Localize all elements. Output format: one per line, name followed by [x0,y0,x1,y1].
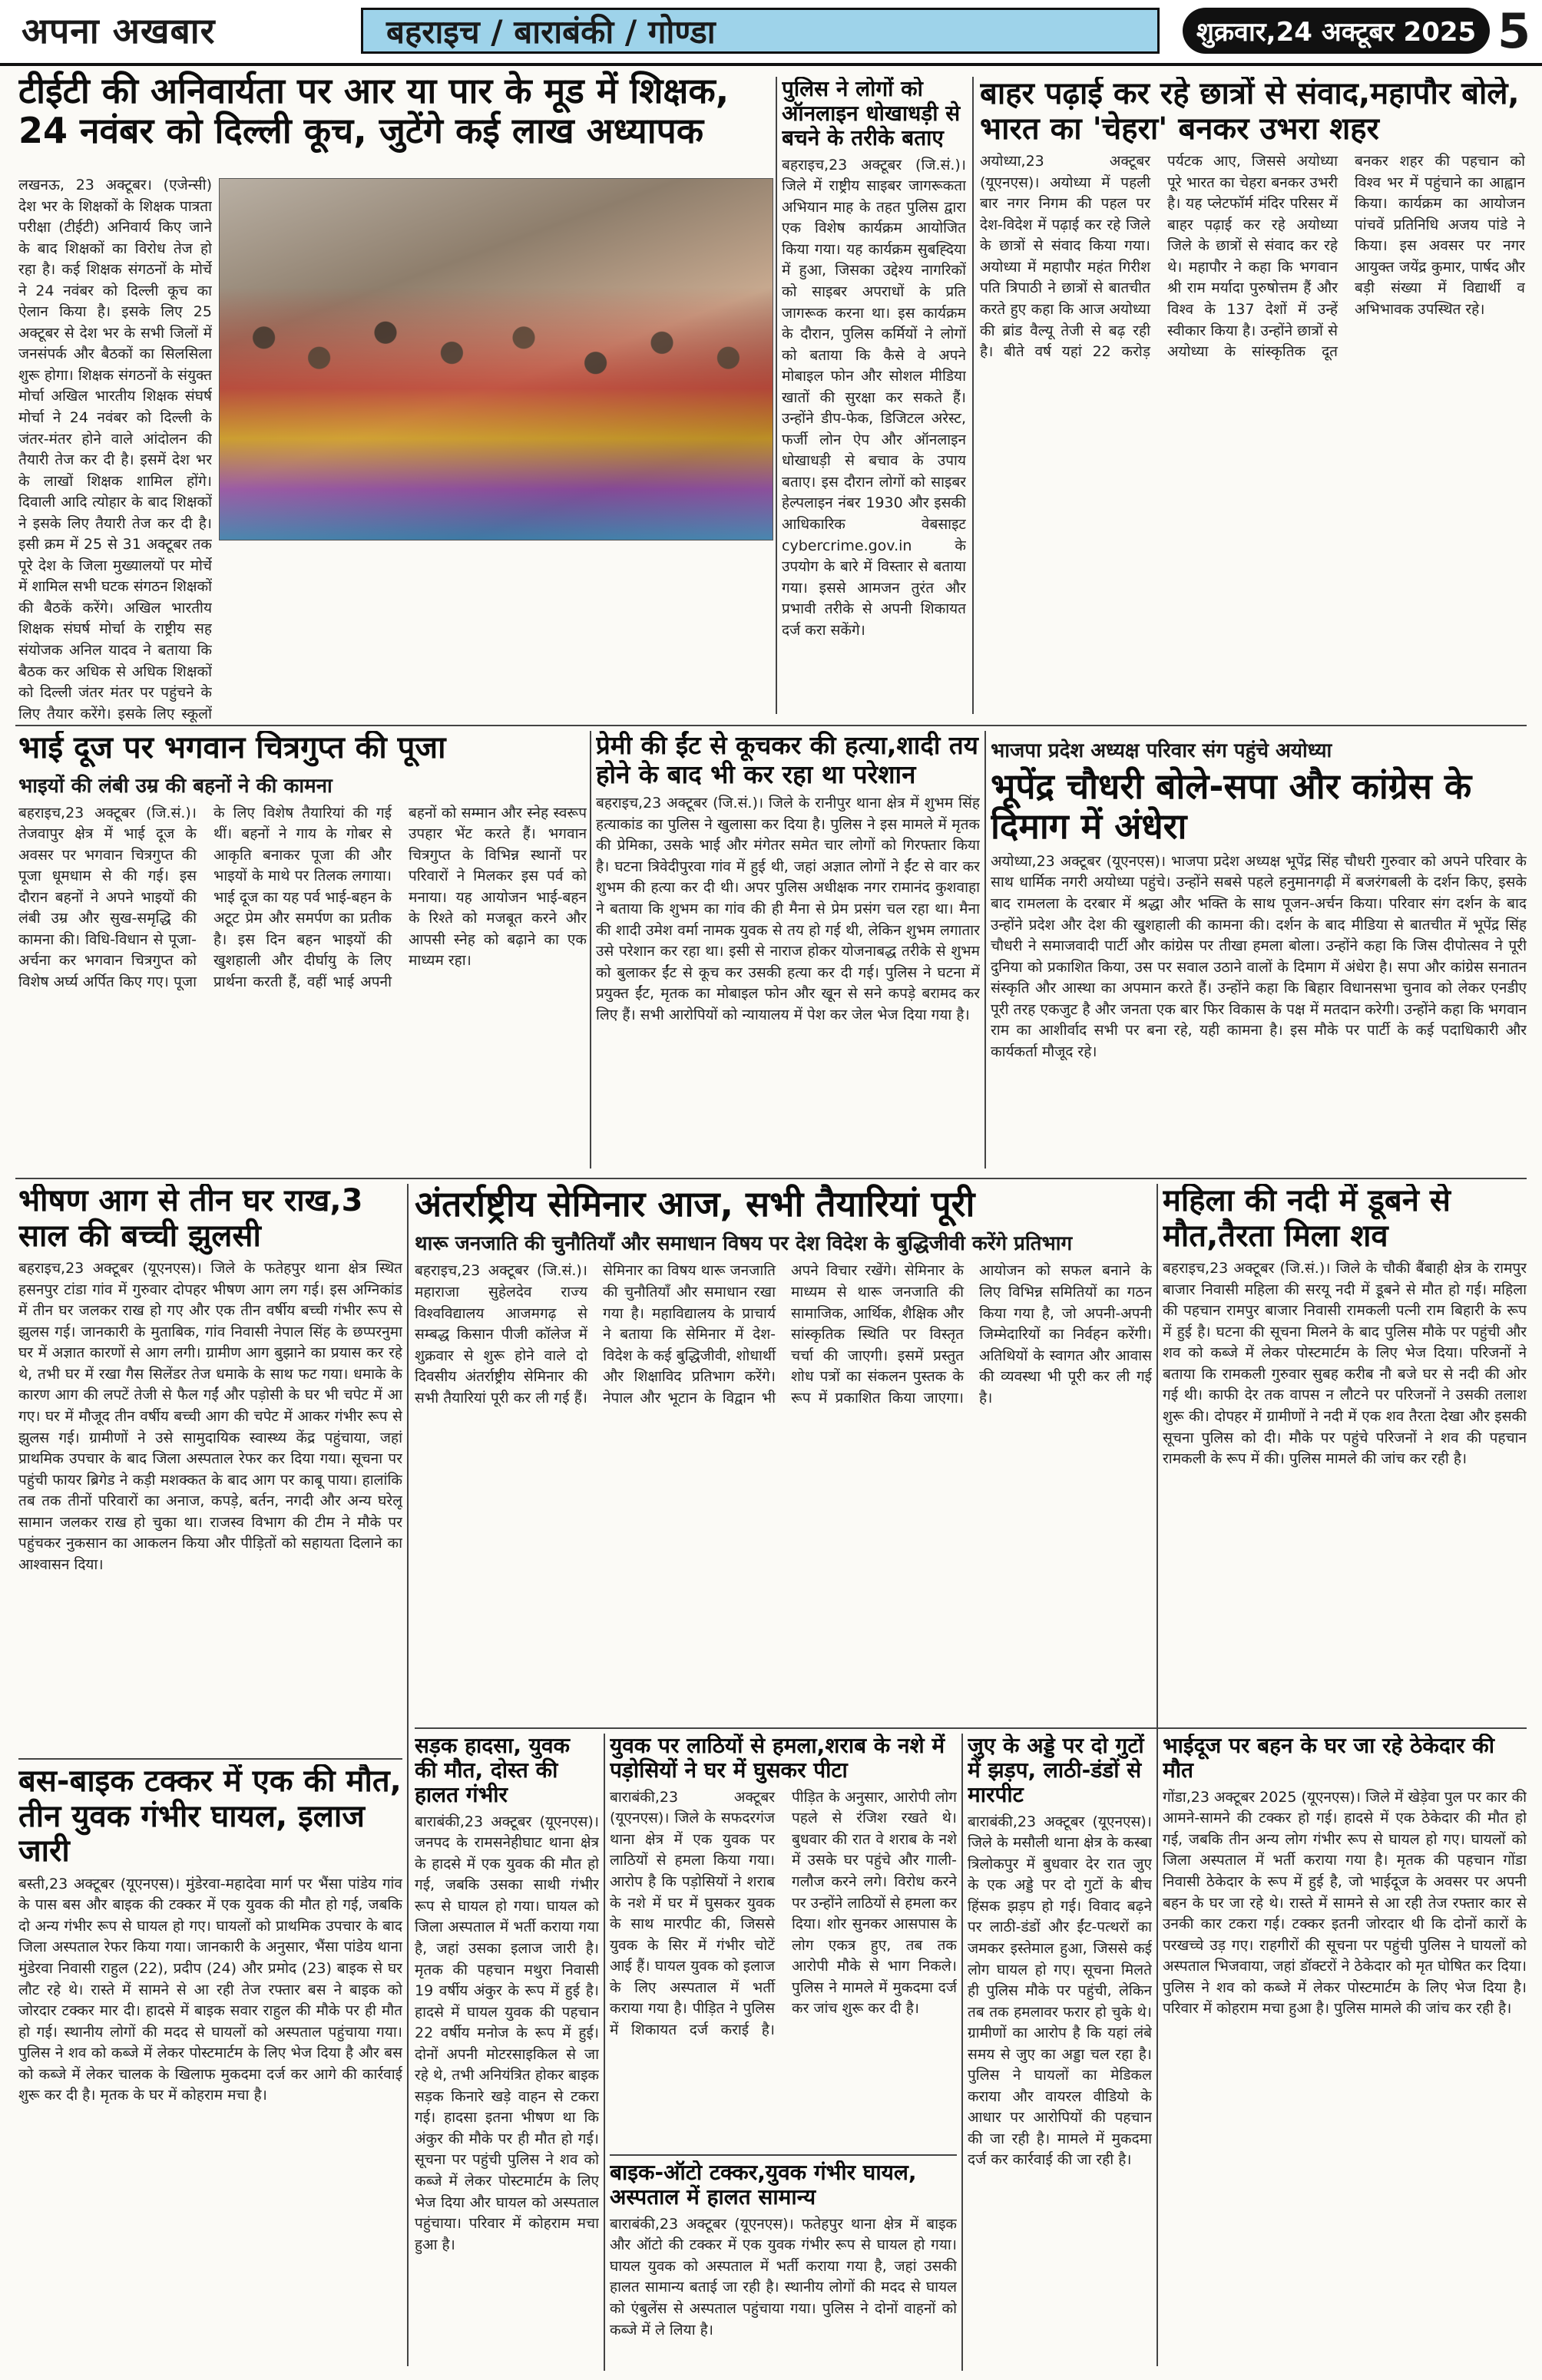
body-bhaidooj-death: गोंडा,23 अक्टूबर 2025 (यूएनएस)। जिले में खेड़ेवा पुल पर कार की आमने-सामने की टक्कर हो गई। हादसे में एक ठेकेदार की मौत हो गई, जबकि तीन अन्य लोग गंभीर रूप से घायल हो गए। घायलों को जिला अस्पताल में भर्ती कराया गया है। मृतक की पहचान गोंडा निवासी ठेकेदार के रूप में हुई है, जो भाईदूज के अवसर पर अपनी बहन के घर जा रहे थे। रास्ते में सामने से आ रही तेज रफ्तार कार से उनकी कार टकरा गई। टक्कर इतनी जोरदार थी कि दोनों कारों के परखच्चे उड़ गए। राहगीरों की सूचना पर पहुंची पुलिस ने घायलों को अस्पताल भिजवाया, जहां डॉक्टरों ने ठेकेदार को मृत घोषित कर दिया। पुलिस ने शव को कब्जे में लेकर पोस्टमार्टम के लिए भेज दिया है। परिवार में कोहराम मचा हुआ है। पुलिस मामले की जांच कर रही है। [1163,1788,1527,2018]
teachers-protest-photo [219,178,773,540]
article-cyber [782,77,966,714]
headline-bus-bike: बस-बाइक टक्कर में एक की मौत, तीन युवक गंभीर घायल, इलाज जारी [18,1764,402,1869]
article-bhaidooj-death [1163,1734,1527,2371]
article-fire [18,1184,402,1752]
article-bike-auto [610,2160,957,2371]
masthead [0,0,1542,66]
body-river: बहराइच,23 अक्टूबर (जि.सं.)। जिले के चौकी बैंबाही क्षेत्र के रामपुर बाजार निवासी महिला की सरयू नदी में डूबने से मौत हो गई। महिला की पहचान रामपुर बाजार निवासी रामकली पत्नी राम बिहारी के रूप में हुई है। घटना की सूचना मिलने के बाद पुलिस मौके पर पहुंची और शव को कब्जे में लेकर पोस्टमार्टम के लिए भेज दिया। परिजनों ने बताया कि रामकली गुरुवार सुबह करीब नौ बजे घर से नदी की ओर गई थी। काफी देर तक वापस न लौटने पर परिजनों ने उसकी तलाश शुरू की। दोपहर में ग्रामीणों ने नदी में एक शव तैरता देखा और इसकी सूचना पुलिस को दी। मौके पर पहुंचे परिजनों ने शव की पहचान रामकली के रूप में की। पुलिस मामले की जांच कर रही है। [1163,1260,1527,1468]
body-bhai-dooj: बहराइच,23 अक्टूबर (जि.सं.)। तेजवापुर क्षेत्र में भाई दूज के अवसर पर भगवान चित्रगुप्त की पूजा धूमधाम से की गई। इस दौरान बहनों ने अपने भाइयों की लंबी उम्र और सुख-समृद्धि की कामना की। विधि-विधान से पूजा-अर्चना कर भगवान चित्रगुप्त को विशेष अर्घ्य अर्पित किए गए। पूजा के लिए विशेष तैयारियां की गई थीं। बहनों ने गाय के गोबर से आकृति बनाकर पूजा की और भाइयों के माथे पर तिलक लगाया। भाई दूज का यह पर्व भाई-बहन के अटूट प्रेम और समर्पण का प्रतीक है। इस दिन बहन भाइयों की खुशहाली और दीर्घायु के लिए प्रार्थना करती हैं, वहीं भाई अपनी बहनों को सम्मान और स्नेह स्वरूप उपहार भेंट करते हैं। भगवान चित्रगुप्त के विभिन्न स्थानों पर परिवारों ने मिलकर इस पर्व को मनाया। यह आयोजन भाई-बहन के रिश्ते को मजबूत करने और आपसी स्नेह को बढ़ाने का एक माध्यम रहा। [18,804,587,990]
headline-bhai-dooj: भाई दूज पर भगवान चित्रगुप्त की पूजा [18,731,446,765]
headline-bhaidooj-death: भाईदूज पर बहन के घर जा रहे ठेकेदार की मौत [1163,1734,1495,1783]
headline-seminar: अंतर्राष्ट्रीय सेमिनार आज, सभी तैयारियां पूरी [415,1184,975,1225]
article-river [1163,1184,1527,1721]
article-bjp [991,731,1527,1169]
body-bike-auto: बाराबंकी,23 अक्टूबर (यूएनएस)। फतेहपुर थाना क्षेत्र में बाइक और ऑटो की टक्कर में एक युवक गंभीर रूप से घायल हो गया। घायल युवक को अस्पताल में भर्ती कराया गया है, जहां उसकी हालत सामान्य बताई जा रही है। स्थानीय लोगों की मदद से घायल को एंबुलेंस से अस्पताल पहुंचाया गया। पुलिस ने दोनों वाहनों को कब्जे में ले लिया है। [610,2215,957,2339]
article-murder [596,731,980,1169]
issue-date: शुक्रवार,24 अक्टूबर 2025 [1183,8,1490,54]
edition-banner: बहराइच / बाराबंकी / गोण्डा [361,8,1160,54]
headline-lathi: युवक पर लाठियों से हमला,शराब के नशे में पड़ोसियों ने घर में घुसकर पीटा [610,1734,945,1783]
headline-tet: टीईटी की अनिवार्यता पर आर या पार के मूड में शिक्षक, 24 नवंबर को दिल्ली कूच, जुटेंगे कई लाख अध्यापक [18,71,730,152]
subheadline-seminar: थारू जनजाति की चुनौतियाँ और समाधान विषय पर देश विदेश के बुद्धिजीवी करेंगे प्रतिभाग [415,1232,1073,1256]
body-road-accident: बाराबंकी,23 अक्टूबर (यूएनएस)। जनपद के रामसनेहीघाट थाना क्षेत्र के हादसे में एक युवक की मौत हो गई, जबकि उसका साथी गंभीर रूप से घायल हो गया। घायल को जिला अस्पताल में भर्ती कराया गया है, जहां उसका इलाज जारी है। मृतक की पहचान मथुरा निवासी 19 वर्षीय अंकुर के रूप में हुई है। हादसे में घायल युवक की पहचान 22 वर्षीय मनोज के रूप में हुई। दोनों अपनी मोटरसाइकिल से जा रहे थे, तभी अनियंत्रित होकर बाइक सड़क किनारे खड़े वाहन से टकरा गई। हादसा इतना भीषण था कि अंकुर की मौके पर ही मौत हो गई। सूचना पर पहुंची पुलिस ने शव को कब्जे में लेकर पोस्टमार्टम के लिए भेज दिया और घायल को अस्पताल पहुंचाया। परिवार में कोहराम मचा हुआ है। [415,1813,599,2253]
headline-murder: प्रेमी की ईंट से कूचकर की हत्या,शादी तय होने के बाद भी कर रहा था परेशान [596,731,978,789]
article-bus-bike [18,1764,402,2371]
body-cyber: बहराइच,23 अक्टूबर (जि.सं.)। जिले में राष्ट्रीय साइबर जागरूकता अभियान माह के तहत पुलिस द्वारा एक विशेष कार्यक्रम आयोजित किया गया। यह कार्यक्रम सुबह्दिया में हुआ, जिसका उद्देश्य नागरिकों को साइबर अपराधों के प्रति जागरूक करना था। इस कार्यक्रम के दौरान, पुलिस कर्मियों ने लोगों को बताया कि कैसे वे अपने मोबाइल फोन और सोशल मीडिया खातों की सुरक्षा कर सकते हैं। उन्होंने डीप-फेक, डिजिटल अरेस्ट, फर्जी लोन ऐप और ऑनलाइन धोखाधड़ी से बचाव के उपाय बताए। इस दौरान लोगों को साइबर हेल्पलाइन नंबर 1930 और इसकी आधिकारिक वेबसाइट cybercrime.gov.in के उपयोग के बारे में विस्तार से बताया गया। इससे आमजन तुरंत और प्रभावी तरीके से अपनी शिकायत दर्ज करा सकेंगे। [782,156,966,639]
article-road-accident [415,1734,599,2371]
article-lathi [610,1734,957,2148]
article-bhai-dooj [18,731,587,1176]
body-juye: बाराबंकी,23 अक्टूबर (यूएनएस)। जिले के मसौली थाना क्षेत्र के कस्बा त्रिलोकपुर में बुधवार देर रात जुए के एक अड्डे पर दो गुटों के बीच हिंसक झड़प हो गई। विवाद बढ़ने पर लाठी-डंडों और ईंट-पत्थरों का जमकर इस्तेमाल हुआ, जिससे कई लोग घायल हो गए। सूचना मिलते ही पुलिस मौके पर पहुंची, लेकिन तब तक हमलावर फरार हो चुके थे। ग्रामीणों का आरोप है कि यहां लंबे समय से जुए का अड्डा चल रहा है। पुलिस ने घायलों का मेडिकल कराया और वायरल वीडियो के आधार पर आरोपियों की पहचान की जा रही है। मामले में मुकदमा दर्ज कर कार्रवाई की जा रही है। [968,1813,1152,2169]
body-bus-bike: बस्ती,23 अक्टूबर (यूएनएस)। मुंडेरवा-महादेवा मार्ग पर भैंसा पांडेय गांव के पास बस और बाइक की टक्कर में एक युवक की मौत हो गई, जबकि दो अन्य गंभीर रूप से घायल हो गए। घायलों को प्राथमिक उपचार के बाद जिला अस्पताल रेफर किया गया। जानकारी के अनुसार, भैंसा पांडेय थाना मुंडेरवा निवासी राहुल (22), प्रदीप (24) और प्रमोद (23) बाइक से घर लौट रहे थे। रास्ते में सामने से आ रही तेज रफ्तार बस ने बाइक को जोरदार टक्कर मार दी। हादसे में बाइक सवार राहुल की मौके पर ही मौत हो गई। स्थानीय लोगों की मदद से घायलों को अस्पताल पहुंचाया गया। पुलिस ने शव को कब्जे में लेकर पोस्टमार्टम के लिए भेज दिया है और बस को कब्जे में लेकर चालक के खिलाफ मुकदमा दर्ज कर आगे की कार्रवाई शुरू कर दी है। मृतक के घर में कोहराम मचा है। [18,1875,402,2104]
kicker-bjp: भाजपा प्रदेश अध्यक्ष परिवार संग पहुंचे अयोध्या [991,739,1332,762]
body-fire: बहराइच,23 अक्टूबर (यूएनएस)। जिले के फतेहपुर थाना क्षेत्र स्थित हसनपुर टांडा गांव में गुरुवार दोपहर भीषण आग लग गई। इस अग्निकांड में तीन घर जलकर राख हो गए और एक तीन वर्षीय बच्ची गंभीर रूप से झुलस गई। जानकारी के मुताबिक, गांव निवासी नेपाल सिंह के छप्परनुमा घर में अज्ञात कारणों से आग लगी। ग्रामीण आग बुझाने का प्रयास कर रहे थे, तभी घर में रखा गैस सिलेंडर तेज धमाके के साथ फट गया। धमाके के कारण आग की लपटें तेजी से फैल गईं और पड़ोसी के घर भी चपेट में आ गए। घर में मौजूद तीन वर्षीय बच्ची आग की चपेट में आकर गंभीर रूप से झुलस गई। ग्रामीणों ने उसे सामुदायिक स्वास्थ्य केंद्र पहुंचाया, जहां प्राथमिक उपचार के बाद जिला अस्पताल रेफर कर दिया गया। सूचना पर पहुंची फायर ब्रिगेड ने कड़ी मशक्कत के बाद आग पर काबू पाया। हालांकि तब तक तीनों परिवारों का अनाज, कपड़े, बर्तन, नगदी और अन्य घरेलू सामान जलकर राख हो चुका था। राजस्व विभाग की टीम ने मौके पर पहुंचकर नुकसान का आकलन किया और पीड़ितों को सहायता दिलाने का आश्वासन दिया। [18,1260,402,1573]
headline-fire: भीषण आग से तीन घर राख,3 साल की बच्ची झुलसी [18,1184,363,1254]
body-seminar: बहराइच,23 अक्टूबर (जि.सं.)। महाराजा सुहेलदेव राज्य विश्वविद्यालय आजमगढ़ से सम्बद्ध किसान पीजी कॉलेज में शुक्रवार से शुरू होने वाले दो दिवसीय अंतर्राष्ट्रीय सेमिनार की सभी तैयारियां पूरी कर ली गई हैं। सेमिनार का विषय थारू जनजाति की चुनौतियाँ और समाधान रखा गया है। महाविद्यालय के प्राचार्य ने बताया कि सेमिनार में देश-विदेश के कई बुद्धिजीवी, शोधार्थी और शिक्षाविद प्रतिभाग करेंगे। नेपाल और भूटान के विद्वान भी अपने विचार रखेंगे। सेमिनार के माध्यम से थारू जनजाति की सामाजिक, आर्थिक, शैक्षिक और सांस्कृतिक स्थिति पर विस्तृत चर्चा की जाएगी। इसमें प्रस्तुत शोध पत्रों का संकलन पुस्तक के रूप में प्रकाशित किया जाएगा। आयोजन को सफल बनाने के लिए विभिन्न समितियों का गठन किया गया है, जो अपनी-अपनी जिम्मेदारियों का निर्वहन करेंगी। अतिथियों के स्वागत और आवास की व्यवस्था भी पूरी कर ली गई है। [415,1262,1152,1407]
body-tet: लखनऊ, 23 अक्टूबर। (एजेन्सी) देश भर के शिक्षकों के शिक्षक पात्रता परीक्षा (टीईटी) अनिवार्य किए जाने के बाद शिक्षकों का विरोध तेज हो रहा है। कई शिक्षक संगठनों के मोर्चे ने 24 नवंबर को दिल्ली कूच का ऐलान किया है। इसके लिए 25 अक्टूबर से देश भर के सभी जिलों में जनसंपर्क और बैठकों का सिलसिला शुरू होगा। शिक्षक संगठनों के संयुक्त मोर्चा अखिल भारतीय शिक्षक संघर्ष मोर्चा ने 24 नवंबर को दिल्ली के जंतर-मंतर होने वाले आंदोलन की तैयारी तेज कर दी है। इसमें देश भर के लाखों शिक्षक शामिल होंगे। दिवाली आदि त्योहार के बाद शिक्षकों ने इसके लिए तैयारी तेज कर दी है। इसी क्रम में 25 से 31 अक्टूबर तक पूरे देश के जिला मुख्यालयों पर मोर्चे में शामिल सभी घटक संगठन शिक्षकों की बैठकें करेंगे। अखिल भारतीय शिक्षक संघर्ष मोर्चा के राष्ट्रीय सह संयोजक अनिल यादव ने बताया कि बैठक कर अधिक से अधिक शिक्षकों को दिल्ली जंतर मंतर पर पहुंचने के लिए तैयार करेंगे। इसके लिए स्कूलों [18,177,212,722]
article-seminar [415,1184,1152,1721]
article-ayodhya-students [980,77,1525,714]
page-number: 5 [1497,3,1531,59]
body-bjp: अयोध्या,23 अक्टूबर (यूएनएस)। भाजपा प्रदेश अध्यक्ष भूपेंद्र सिंह चौधरी गुरुवार को अपने परिवार के साथ धार्मिक नगरी अयोध्या पहुंचे। उन्होंने सबसे पहले हनुमानगढ़ी में बजरंगबली के दर्शन किए, इसके बाद रामलला के दरबार में श्रद्धा और भक्ति के साथ पूजन-अर्चन किया। परिवार संग दर्शन के बाद उन्होंने प्रदेश और देश की खुशहाली की कामना की। दर्शन के बाद मीडिया से बातचीत में भूपेंद्र सिंह चौधरी ने समाजवादी पार्टी और कांग्रेस पर तीखा हमला बोला। उन्होंने कहा कि जिस दीपोत्सव ने पूरी दुनिया को प्रकाशित किया, उस पर सवाल उठाने वालों के दिमाग में अंधेरा है। सपा और कांग्रेस सनातन संस्कृति और आस्था का अपमान करते हैं। उन्होंने कहा कि बिहार विधानसभा चुनाव को लेकर एनडीए पूरी तरह एकजुट है और जनता एक बार फिर विकास के पक्ष में मतदान करेगी। उन्होंने कहा कि भगवान राम का आशीर्वाद सभी पर बना रहे, यही कामना है। इस मौके पर पार्टी के कई पदाधिकारी और कार्यकर्ता मौजूद रहे। [991,852,1527,1060]
subheadline-bhai-dooj: भाइयों की लंबी उम्र की बहनों ने की कामना [18,774,333,798]
headline-bjp: भूपेंद्र चौधरी बोले-सपा और कांग्रेस के दिमाग में अंधेरा [991,765,1472,848]
article-juye [968,1734,1152,2371]
paper-name: अपना अखबार [22,10,216,51]
headline-bike-auto: बाइक-ऑटो टक्कर,युवक गंभीर घायल, अस्पताल में हालत सामान्य [610,2160,917,2210]
headline-ayodhya-students: बाहर पढ़ाई कर रहे छात्रों से संवाद,महापौर बोले, भारत का 'चेहरा' बनकर उभरा शहर [980,77,1520,147]
body-ayodhya-students: अयोध्या,23 अक्टूबर (यूएनएस)। अयोध्या में पहली बार नगर निगम की पहल पर देश-विदेश में पढ़ाई कर रहे जिले के छात्रों से संवाद किया गया। अयोध्या में महापौर महंत गिरीश पति त्रिपाठी ने छात्रों से बातचीत करते हुए कहा कि आज अयोध्या की ब्रांड वैल्यू तेजी से बढ़ रही है। बीते वर्ष यहां 22 करोड़ पर्यटक आए, जिससे अयोध्या पूरे भारत का चेहरा बनकर उभरी है। यह प्लेटफॉर्म मंदिर परिसर में बाहर पढ़ाई कर रहे अयोध्या जिले के छात्रों से संवाद कर रहे थे। महापौर ने कहा कि भगवान श्री राम मर्यादा पुरुषोत्तम हैं और विश्व के 137 देशों में उन्हें स्वीकार किया है। उन्होंने छात्रों से अयोध्या के सांस्कृतिक दूत बनकर शहर की पहचान को विश्व भर में पहुंचाने का आह्वान किया। कार्यक्रम का आयोजन पांचवें प्रतिनिधि अजय पांडे ने किया। इस अवसर पर नगर आयुक्त जयेंद्र कुमार, पार्षद और बड़ी संख्या में विद्यार्थी व अभिभावक उपस्थित रहे। [980,153,1525,361]
headline-river: महिला की नदी में डूबने से मौत,तैरता मिला शव [1163,1184,1451,1254]
headline-cyber: पुलिस ने लोगों को ऑनलाइन धोखाधड़ी से बचने के तरीके बताए [782,77,961,150]
body-lathi: बाराबंकी,23 अक्टूबर (यूएनएस)। जिले के सफदरगंज थाना क्षेत्र में एक युवक पर लाठियों से हमला किया गया। आरोप है कि पड़ोसियों ने शराब के नशे में घर में घुसकर युवक के साथ मारपीट की, जिससे युवक के सिर में गंभीर चोटें आई हैं। घायल युवक को इलाज के लिए अस्पताल में भर्ती कराया गया है। पीड़ित ने पुलिस में शिकायत दर्ज कराई है। पीड़ित के अनुसार, आरोपी लोग पहले से रंजिश रखते थे। बुधवार की रात वे शराब के नशे में उसके घर पहुंचे और गाली-गलौज करने लगे। विरोध करने पर उन्होंने लाठियों से हमला कर दिया। शोर सुनकर आसपास के लोग एकत्र हुए, तब तक आरोपी मौके से भाग निकले। पुलिस ने मामले में मुकदमा दर्ज कर जांच शुरू कर दी है। [610,1788,957,2038]
body-murder: बहराइच,23 अक्टूबर (जि.सं.)। जिले के रानीपुर थाना क्षेत्र में शुभम सिंह हत्याकांड का पुलिस ने खुलासा कर दिया है। पुलिस ने इस मामले में मृतक की प्रेमिका, उसके भाई और मंगेतर समेत चार लोगों को गिरफ्तार किया है। घटना त्रिवेदीपुरवा गांव में हुई थी, जहां अज्ञात लोगों ने ईंट से वार कर शुभम की हत्या कर दी थी। अपर पुलिस अधीक्षक नगर रामानंद कुशवाहा ने बताया कि शुभम का गांव की ही मैना से प्रेम प्रसंग चल रहा था। मैना की शादी उमेश वर्मा नामक युवक से तय हो गई थी, लेकिन शुभम लगातार उसे परेशान कर रहा था। इसी से नाराज होकर योजनाबद्ध तरीके से शुभम को बुलाकर ईंट से कूच कर उसकी हत्या कर दी गई। पुलिस ने घटना में प्रयुक्त ईंट, मृतक का मोबाइल फोन और खून से सने कपड़े बरामद कर लिए हैं। सभी आरोपियों को न्यायालय में पेश कर जेल भेज दिया गया है। [596,795,980,1023]
headline-juye: जुए के अड्डे पर दो गुटों में झड़प, लाठी-डंडों से मारपीट [968,1734,1144,1807]
article-tet-body-left [18,170,212,723]
headline-road-accident: सड़क हादसा, युवक की मौत, दोस्त की हालत गंभीर [415,1734,571,1807]
